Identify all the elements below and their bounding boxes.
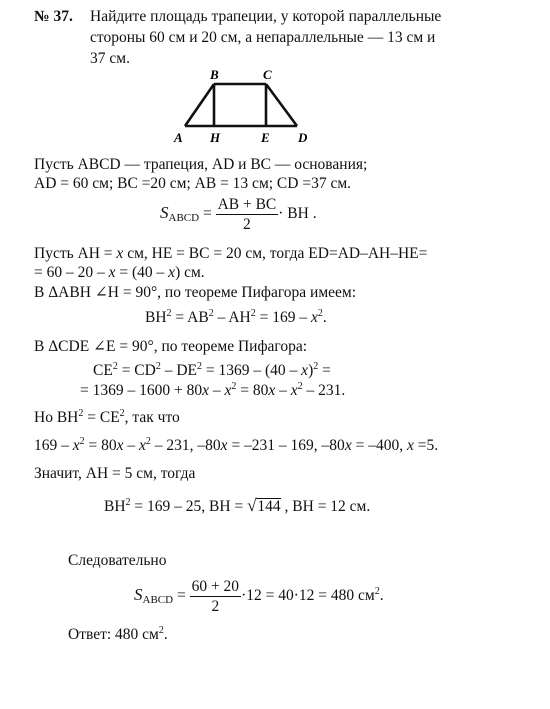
- label-c: C: [263, 67, 272, 82]
- formula-bh-squared: $BH^2 = AB^2 - AH^2 = 169 - x^2$.: [145, 308, 327, 326]
- solution-line-1: Пусть ABCD — трапеция, AD и BC — основания;: [34, 156, 368, 173]
- sqrt-icon: √: [247, 496, 257, 515]
- problem-text-line-2: стороны 60 см и 20 см, а непараллельные — 13 см и: [90, 29, 436, 46]
- solution-line-6: В ΔCDE ∠E = 90°, по теореме Пифагора:: [34, 338, 308, 355]
- formula-ce-expanded: = $1369 - 1600 + 80x - x^2 = 80x - x^2 - 231$.: [80, 381, 346, 399]
- label-d: D: [298, 130, 308, 145]
- formula-bh-value: $BH^2 = 169 - 25$, BH = √144 , BH = 12 см.: [104, 496, 371, 515]
- side-ab: [185, 84, 214, 126]
- label-b: B: [210, 67, 219, 82]
- label-h: H: [210, 130, 221, 145]
- problem-number: № 37.: [34, 8, 73, 25]
- problem-text-line-3: 37 см.: [90, 50, 130, 67]
- problem-text-line-1: Найдите площадь трапеции, у которой параллельные: [90, 8, 442, 25]
- label-a: A: [174, 130, 183, 145]
- label-e: E: [261, 130, 270, 145]
- formula-ce-squared: $CE^2 = CD^2 - DE^2 = 1369 - (40 - x)^2$ =: [93, 361, 331, 379]
- solution-line-8: Значит, AH = 5 см, тогда: [34, 465, 196, 482]
- solution-line-7: Но $BH^2 = CE^2$, так что: [34, 408, 180, 426]
- formula-area-general: $S_{ABCD}$ = $\frac{AB + BC}{2}$ · BH .: [160, 196, 317, 233]
- solution-line-4: = 60 – 20 – x = (40 – x) см.: [34, 264, 205, 281]
- solution-line-5: В ΔABH ∠H = 90°, по теореме Пифагора имеем:: [34, 284, 357, 301]
- answer: Ответ: 480 $см^2$.: [68, 625, 168, 643]
- solution-line-2: AD = 60 см; BC =20 см; AB = 13 см; CD =37 см.: [34, 175, 352, 192]
- side-cd: [266, 84, 297, 126]
- formula-area-result: $S_{ABCD}$ = $\frac{60 + 20}{2}$ ·12 = 40·12 = 480 $см^2$.: [134, 578, 384, 615]
- trapezoid-figure: [170, 64, 320, 148]
- solution-line-9: Следовательно: [68, 552, 167, 569]
- formula-solve-x: $169 - x^2 = 80x - x^2 - 231$, –80x = –231 – 169, –80x = –400, x =5.: [34, 436, 439, 454]
- solution-line-3: Пусть AH = x см, HE = BC = 20 см, тогда ED=AD–AH–HE=: [34, 245, 428, 262]
